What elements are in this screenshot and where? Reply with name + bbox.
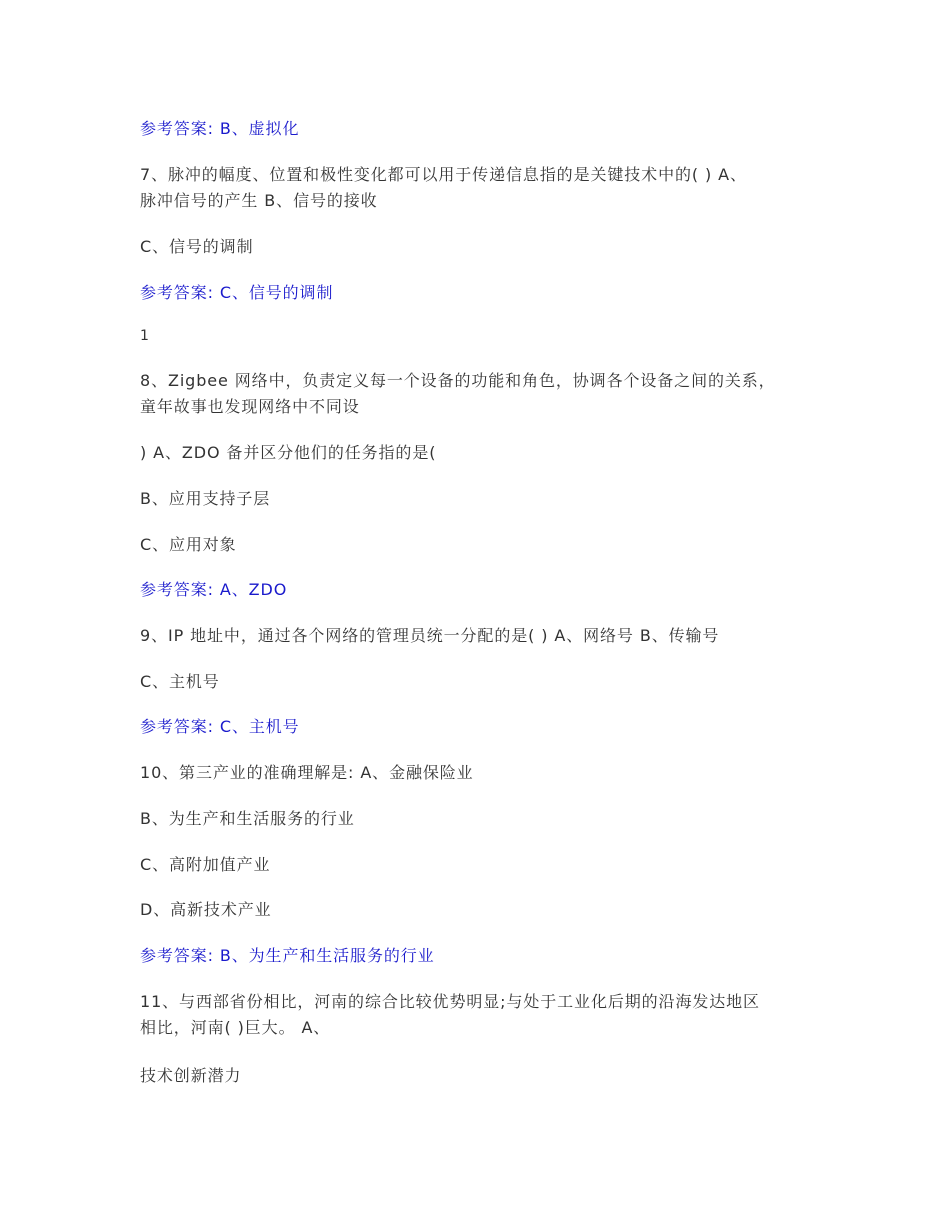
answer-line: 参考答案: C、主机号 — [140, 717, 300, 736]
question-line: 7、脉冲的幅度、位置和极性变化都可以用于传递信息指的是关键技术中的( ) A、 — [140, 165, 747, 184]
answer-line: 参考答案: B、为生产和生活服务的行业 — [140, 946, 435, 965]
option-line: B、为生产和生活服务的行业 — [140, 809, 355, 828]
option-line: C、主机号 — [140, 672, 220, 691]
option-line: ) A、ZDO 备并区分他们的任务指的是( — [140, 443, 437, 462]
page-number: 1 — [140, 328, 150, 344]
question-line: 9、IP 地址中，通过各个网络的管理员统一分配的是( ) A、网络号 B、传输号 — [140, 626, 720, 645]
option-line: C、应用对象 — [140, 535, 237, 554]
question-line: 10、第三产业的准确理解是: A、金融保险业 — [140, 763, 474, 782]
question-line: 11、与西部省份相比，河南的综合比较优势明显;与处于工业化后期的沿海发达地区 — [140, 992, 760, 1011]
option-line: 技术创新潜力 — [140, 1066, 242, 1085]
answer-line: 参考答案: A、ZDO — [140, 580, 288, 599]
answer-line: 参考答案: C、信号的调制 — [140, 283, 334, 302]
answer-line: 参考答案: B、虚拟化 — [140, 119, 300, 138]
option-line: C、高附加值产业 — [140, 855, 271, 874]
question-line: 脉冲信号的产生 B、信号的接收 — [140, 191, 378, 210]
question-line: 童年故事也发现网络中不同设 — [140, 397, 360, 416]
question-line: 8、Zigbee 网络中，负责定义每一个设备的功能和角色，协调各个设备之间的关系， — [140, 371, 776, 390]
option-line: B、应用支持子层 — [140, 489, 271, 508]
option-line: D、高新技术产业 — [140, 900, 272, 919]
question-line: 相比，河南( )巨大。 A、 — [140, 1018, 331, 1037]
option-line: C、信号的调制 — [140, 237, 254, 256]
